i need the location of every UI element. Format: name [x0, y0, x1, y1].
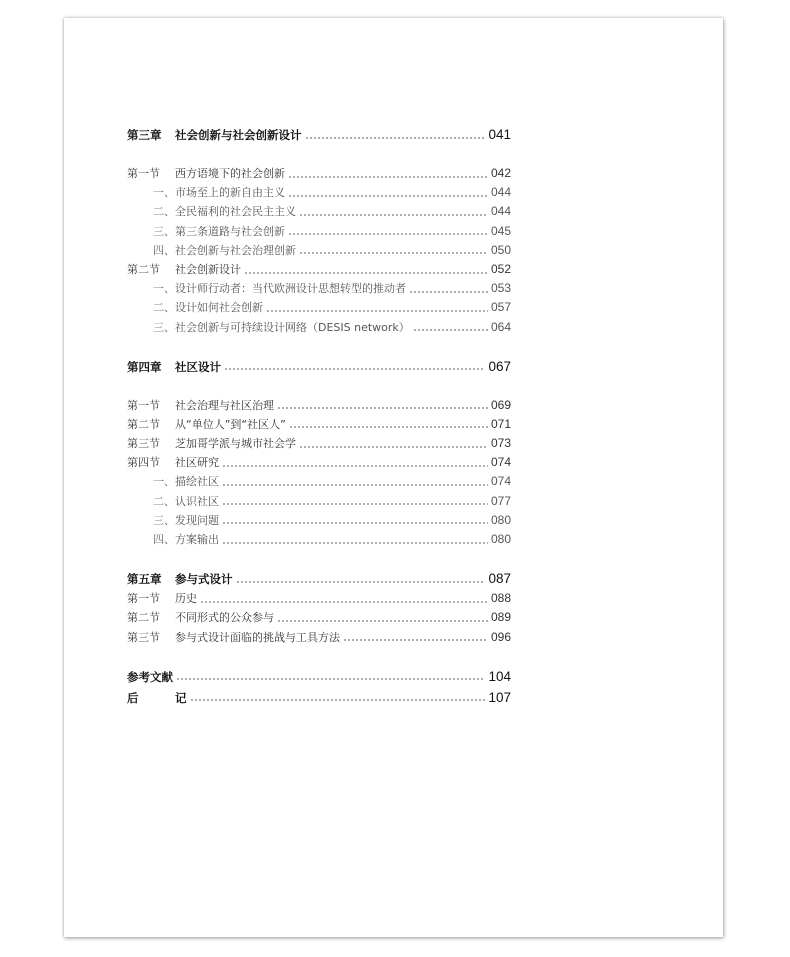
toc-entry-page: 080	[490, 512, 511, 527]
toc-entry-label: 第四节	[127, 456, 160, 470]
dot-leader	[299, 252, 488, 254]
toc-entry[interactable]	[127, 434, 511, 453]
dot-leader	[409, 291, 488, 293]
toc-entry-title: 社会创新设计	[175, 262, 241, 276]
toc-entry-title: 发现问题	[175, 513, 219, 527]
dot-leader	[266, 310, 488, 312]
toc-entry-title: 芝加哥学派与城市社会学	[175, 437, 296, 451]
toc-entry-page: 096	[490, 629, 511, 644]
toc-entry-page: 077	[490, 493, 511, 508]
toc-entry-label: 第一节	[127, 398, 160, 412]
toc-entry-label: 二、	[153, 301, 175, 315]
toc-entry-label: 一、	[153, 282, 175, 296]
toc-entry-page: 044	[490, 204, 511, 219]
toc-entry-title: 参与式设计面临的挑战与工具方法	[175, 630, 340, 644]
dot-leader	[176, 678, 485, 680]
dot-leader	[299, 446, 488, 448]
toc-entry-title: 历史	[175, 592, 197, 606]
toc-entry-label: 第四章	[127, 359, 162, 374]
toc-group	[127, 356, 511, 377]
toc-entry-label: 参考文献	[127, 669, 173, 684]
toc-entry[interactable]	[127, 492, 511, 511]
dot-leader	[277, 620, 488, 622]
toc-entry-page: 088	[490, 591, 511, 606]
toc-group	[127, 124, 511, 145]
dot-leader	[299, 214, 488, 216]
toc-entry[interactable]	[127, 202, 511, 221]
toc-entry-title: 市场至上的新自由主义	[175, 186, 285, 200]
toc-entry-page: 073	[490, 436, 511, 451]
toc-entry-page: 080	[490, 532, 511, 546]
toc-entry-title: 从“单位人”到“社区人”	[175, 417, 286, 431]
toc-entry[interactable]	[127, 568, 511, 589]
toc-entry-page: 104	[488, 668, 511, 684]
toc-entry-title: 不同形式的公众参与	[175, 611, 274, 625]
toc-entry[interactable]	[127, 687, 511, 708]
dot-leader	[413, 329, 488, 331]
toc-entry[interactable]	[127, 589, 511, 608]
dot-leader	[190, 699, 486, 701]
dot-leader	[288, 195, 488, 197]
toc-entry-title: 认识社区	[175, 494, 219, 508]
toc-entry-label: 三、	[153, 320, 175, 334]
toc-entry[interactable]	[127, 279, 511, 298]
toc-group	[127, 164, 511, 337]
toc-entry-label: 三、	[153, 224, 175, 238]
toc-entry-page: 064	[490, 319, 511, 334]
toc-entry-page: 071	[490, 416, 511, 431]
toc-entry-label: 第一节	[127, 592, 160, 606]
toc-entry[interactable]	[127, 628, 511, 647]
toc-entry-page: 041	[488, 127, 511, 142]
toc-entry-label: 二、	[153, 205, 175, 219]
toc-entry[interactable]	[127, 222, 511, 241]
toc-entry-label: 第五章	[127, 572, 162, 587]
toc-entry-title: 第三条道路与社会创新	[175, 224, 285, 238]
toc-entry-label: 第二节	[127, 417, 160, 431]
dot-leader	[222, 503, 488, 505]
dot-leader	[236, 581, 486, 583]
toc-entry[interactable]	[127, 396, 511, 415]
toc-entry-title: 设计师行动者：当代欧洲设计思想转型的推动者	[175, 282, 406, 296]
dot-leader	[288, 233, 488, 235]
toc-entry[interactable]	[127, 472, 511, 491]
toc-entry-title: 描绘社区	[175, 475, 219, 489]
toc-entry[interactable]	[127, 356, 511, 377]
dot-leader	[288, 176, 488, 178]
toc-entry-page: 074	[490, 474, 511, 489]
toc-entry-page: 089	[490, 610, 511, 625]
dot-leader	[224, 368, 485, 370]
toc-entry-page: 107	[488, 689, 511, 705]
toc-entry-title: 记	[175, 690, 187, 705]
toc-entry-title: 社区研究	[175, 456, 219, 470]
toc-entry-title: 设计如何社会创新	[175, 301, 263, 315]
toc-entry[interactable]	[127, 164, 511, 183]
dot-leader	[222, 484, 488, 486]
toc-entry-label: 一、	[153, 186, 175, 200]
toc-entry-page: 057	[490, 300, 511, 315]
toc-entry[interactable]	[127, 453, 511, 472]
toc-entry[interactable]	[127, 318, 511, 337]
toc-entry-page: 069	[490, 397, 511, 412]
toc-entry[interactable]	[127, 608, 511, 627]
toc-entry-title: 参与式设计	[175, 572, 233, 587]
toc-entry-label: 四、	[153, 243, 175, 257]
toc-entry[interactable]	[127, 183, 511, 202]
toc-entry-label: 第三节	[127, 437, 160, 451]
toc-entry[interactable]	[127, 511, 511, 530]
toc-entry-label: 三、	[153, 513, 175, 527]
toc-entry-page: 067	[488, 358, 511, 374]
toc-entry[interactable]	[127, 124, 511, 145]
table-of-contents	[127, 124, 511, 708]
dot-leader	[343, 639, 488, 641]
dot-leader	[222, 542, 488, 544]
toc-entry-page: 044	[490, 185, 511, 200]
toc-entry-label: 后	[127, 690, 162, 705]
toc-entry-label: 二、	[153, 494, 175, 508]
dot-leader	[200, 601, 488, 603]
toc-entry-page: 053	[490, 281, 511, 296]
toc-entry-title: 全民福利的社会民主主义	[175, 205, 296, 219]
toc-entry-label: 第三节	[127, 630, 160, 644]
toc-entry-label: 第二节	[127, 611, 160, 625]
toc-entry-title: 社会创新与可持续设计网络（DESIS network）	[175, 320, 410, 334]
toc-entry-title: 方案输出	[175, 533, 219, 546]
toc-group	[127, 666, 511, 708]
toc-entry-page: 087	[488, 571, 511, 587]
dot-leader	[222, 465, 488, 467]
toc-entry-title: 西方语境下的社会创新	[175, 167, 285, 180]
toc-group	[127, 568, 511, 647]
toc-entry[interactable]	[127, 666, 511, 687]
toc-entry-page: 074	[490, 455, 511, 470]
toc-entry[interactable]	[127, 530, 511, 549]
toc-entry-title: 社会创新与社会治理创新	[175, 243, 296, 257]
dot-leader	[305, 137, 486, 139]
dot-leader	[244, 272, 488, 274]
toc-entry[interactable]	[127, 241, 511, 260]
toc-entry-label: 一、	[153, 475, 175, 489]
toc-entry-label: 第二节	[127, 262, 160, 276]
toc-entry[interactable]	[127, 298, 511, 317]
toc-entry-page: 042	[490, 166, 511, 180]
dot-leader	[277, 407, 488, 409]
toc-entry-page: 045	[490, 223, 511, 238]
toc-entry-label: 第三章	[127, 128, 162, 142]
dot-leader	[289, 426, 488, 428]
toc-entry-title: 社区设计	[175, 359, 221, 374]
toc-entry-label: 四、	[153, 533, 175, 546]
toc-entry-title: 社会创新与社会创新设计	[175, 128, 302, 142]
dot-leader	[222, 522, 488, 524]
toc-entry[interactable]	[127, 260, 511, 279]
toc-entry-page: 050	[490, 242, 511, 257]
document-page	[64, 18, 723, 937]
toc-entry-title: 社会治理与社区治理	[175, 398, 274, 412]
toc-entry-page: 052	[490, 261, 511, 276]
toc-group	[127, 396, 511, 550]
toc-entry[interactable]	[127, 415, 511, 434]
toc-entry-label: 第一节	[127, 167, 160, 180]
